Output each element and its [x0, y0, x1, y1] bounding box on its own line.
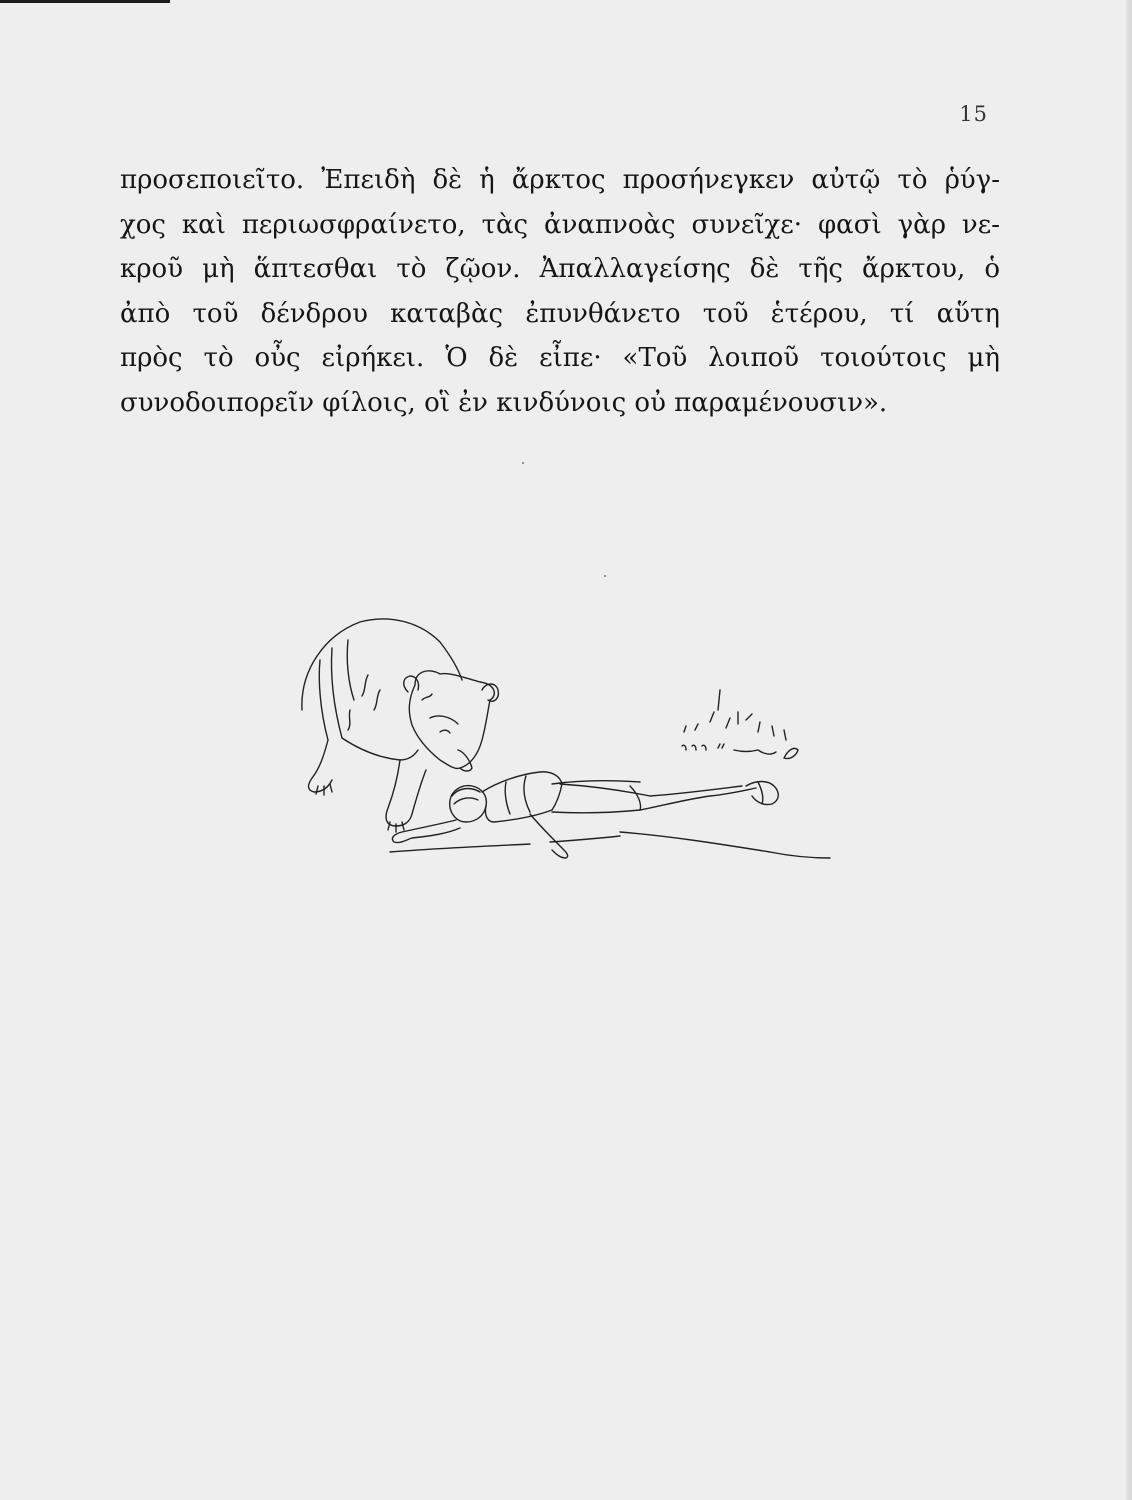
text-line: κροῦ μὴ ἅπτεσθαι τὸ ζῷον. Ἀπαλλαγείσης δὲ τῆς ἄρκτου, ὁ: [120, 254, 1000, 284]
man-torso: [482, 772, 562, 822]
bear-claws-right: [388, 822, 404, 832]
bear-hump-shading: [319, 640, 354, 740]
page-edge-shadow: [1126, 0, 1132, 1500]
paper-speck: [522, 462, 524, 464]
bear-eye: [440, 730, 450, 733]
man-shirt-folds: [505, 776, 530, 814]
man-leg-back: [650, 786, 742, 796]
text-line: συνοδοιπορεῖν φίλοις, οἳ ἐν κινδύνοις οὐ παραμένουσιν».: [120, 387, 888, 418]
bear-ear-right: [482, 684, 498, 701]
bear-belly: [342, 738, 418, 760]
paper-speck: [604, 575, 606, 577]
grass: [684, 690, 786, 740]
line-drawing: [290, 600, 850, 880]
bear-claws-left: [316, 784, 332, 795]
man-hair: [452, 789, 480, 804]
ground-line: [390, 832, 830, 858]
bear-back: [302, 619, 462, 710]
man-arm-right: [530, 814, 568, 858]
man-waist: [552, 781, 640, 784]
bear-fur-marks: [348, 675, 432, 730]
grass-marks: [682, 744, 798, 759]
text-line: προσεποιεῖτο. Ἐπειδὴ δὲ ἡ ἄρκτος προσήνεγκεν αὐτῷ τὸ ῥύγ-: [120, 165, 1000, 195]
bear-and-man-illustration: [290, 600, 850, 880]
text-line: χος καὶ περιωσφραίνετο, τὰς ἀναπνοὰς συνεῖχε· φασὶ γὰρ νε-: [120, 209, 1000, 240]
text-line: ἀπὸ τοῦ δένδρου καταβὰς ἐπυνθάνετο τοῦ ἑτέρου, τί αὕτη: [120, 298, 1000, 329]
top-edge-rule: [0, 0, 170, 3]
bear-ear-left: [404, 676, 419, 692]
bear-brow: [430, 716, 458, 724]
bear-front-leg-right: [386, 760, 426, 826]
bear-front-leg-left: [309, 740, 333, 792]
page-number: 15: [959, 102, 988, 126]
man-knee: [630, 786, 641, 810]
text-line: πρὸς τὸ οὖς εἰρήκει. Ὁ δὲ εἶπε· «Τοῦ λοιποῦ τοιούτοις μὴ: [120, 343, 1000, 373]
bear-snout: [458, 750, 472, 771]
ground-line-short: [550, 836, 620, 842]
man-feet: [746, 782, 778, 805]
body-paragraph: [120, 158, 1000, 425]
